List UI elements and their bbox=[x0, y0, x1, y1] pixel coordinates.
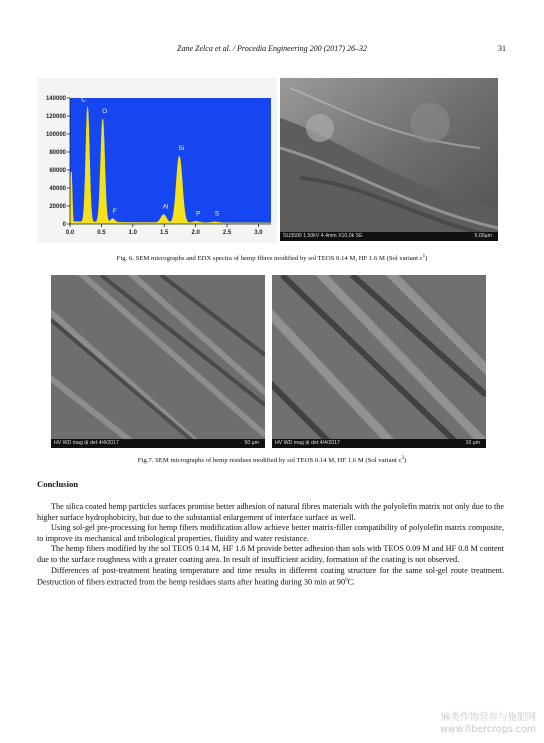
watermark bbox=[440, 712, 536, 736]
section-heading: Conclusion bbox=[37, 479, 79, 489]
x-tick-label: 2.5 bbox=[222, 230, 232, 236]
sem-info-text: HV WD mag ⊞ det 4/4/2017 bbox=[275, 440, 340, 446]
figure-7-caption bbox=[0, 456, 544, 464]
paragraph: The silica coated hemp particles surfaces promise better adhesion of natural fibres materials with the polyolefin matrix not only due to the higher surface hydrophobicity, but due to the substantial enlargement of interface surface as well. bbox=[37, 502, 504, 522]
paragraph-text-end: C. bbox=[347, 577, 356, 587]
caption-superscript: 1 bbox=[422, 254, 426, 259]
peak-label: O bbox=[102, 108, 108, 116]
sem-info-bar bbox=[51, 439, 265, 448]
running-header bbox=[0, 44, 544, 58]
x-tick-label: 1.0 bbox=[128, 230, 137, 236]
caption-text-end: ) bbox=[403, 457, 407, 465]
y-tick-label: 140000 bbox=[45, 96, 66, 102]
paragraph: Using sol-gel pre-processing for hemp fibers modification allow achieve better matrix-filler compatibility of polyolefin matrix composite, to improve its mechanical and tribological properties, fluidity and water resistance. bbox=[37, 523, 504, 543]
conclusion-body bbox=[37, 502, 504, 588]
peak-label: C bbox=[81, 96, 86, 104]
sem-scale-label: 5.00µm bbox=[474, 233, 492, 239]
sem-scale-label: 50 µm bbox=[244, 440, 259, 446]
peak-label: S bbox=[214, 210, 220, 218]
sem-micrograph-fibre bbox=[280, 78, 498, 241]
sem-info-bar bbox=[272, 439, 486, 448]
superscript: 0 bbox=[345, 578, 348, 584]
caption-text: Fig.7. SEM micrographs of hemp residues modified by sol TEOS 0.14 M, HF 1.6 M (Sol variant c bbox=[137, 457, 402, 465]
sem-info-bar bbox=[280, 232, 498, 241]
x-tick-label: 0.5 bbox=[97, 230, 106, 236]
x-tick-label: 3.0 bbox=[254, 230, 263, 236]
sem-micrograph-residue-1 bbox=[51, 275, 265, 448]
y-tick-label: 20000 bbox=[49, 204, 66, 210]
watermark-line-1: 麻类作物营养与施肥网 bbox=[440, 712, 536, 723]
sem-scale-label: 10 µm bbox=[465, 440, 480, 446]
edx-svg bbox=[37, 78, 277, 243]
y-tick-label: 0 bbox=[62, 222, 66, 228]
caption-text: Fig. 6. SEM micrographs and EDX spectra of hemp fibres modified by sol TEOS 0.14 M, HF 1.6 M (Sol variant c bbox=[116, 255, 423, 263]
sem-texture-2 bbox=[51, 275, 265, 448]
y-tick-label: 60000 bbox=[49, 168, 66, 174]
caption-superscript: 3 bbox=[401, 456, 404, 461]
x-tick-label: 2.0 bbox=[191, 230, 200, 236]
paragraph: The hemp fibers modified by the sol TEOS 0.14 M, HF 1.6 M provide better adhesion than sols with TEOS 0.09 M and HF 0.8 M content due to the surface roughness with a greater coating area. In result of insufficient acidity, formation of the coating is not observed. bbox=[37, 544, 504, 564]
caption-text-end: ) bbox=[425, 255, 428, 263]
sem-texture-1 bbox=[280, 78, 498, 241]
edx-spectrum-chart bbox=[37, 78, 277, 243]
page-number: 31 bbox=[498, 44, 506, 53]
y-tick-label: 80000 bbox=[49, 150, 66, 156]
peak-label: F bbox=[112, 208, 117, 215]
y-tick-label: 100000 bbox=[45, 132, 66, 138]
x-tick-label: 1.5 bbox=[160, 230, 169, 236]
running-title: Zane Zelca et al. / Procedia Engineering 200 (2017) 26–32 bbox=[177, 44, 367, 53]
peak-label: Al bbox=[162, 203, 169, 211]
paragraph-text: Differences of post-treatment heating temperature and time results in different coating structure for the same sol-gel route treatment. Destruction of fibers extracted from the hemp residues starts after heating during 30 min at 90 bbox=[37, 565, 504, 587]
y-tick-label: 40000 bbox=[49, 186, 66, 192]
figure-6-caption bbox=[0, 254, 544, 262]
x-tick-label: 0.0 bbox=[65, 230, 75, 236]
sem-info-text: SU3500 1.50kV 4.4mm X10.0k SE bbox=[283, 233, 363, 239]
sem-info-text: HV WD mag ⊞ det 4/4/2017 bbox=[54, 440, 119, 446]
paragraph bbox=[37, 566, 504, 589]
peak-label: P bbox=[196, 210, 201, 218]
sem-micrograph-residue-2 bbox=[272, 275, 486, 448]
y-tick-label: 120000 bbox=[45, 114, 66, 120]
watermark-line-2: www.fibercrops.com bbox=[439, 724, 536, 735]
sem-texture-3 bbox=[272, 275, 486, 448]
peak-label: Si bbox=[178, 145, 185, 152]
